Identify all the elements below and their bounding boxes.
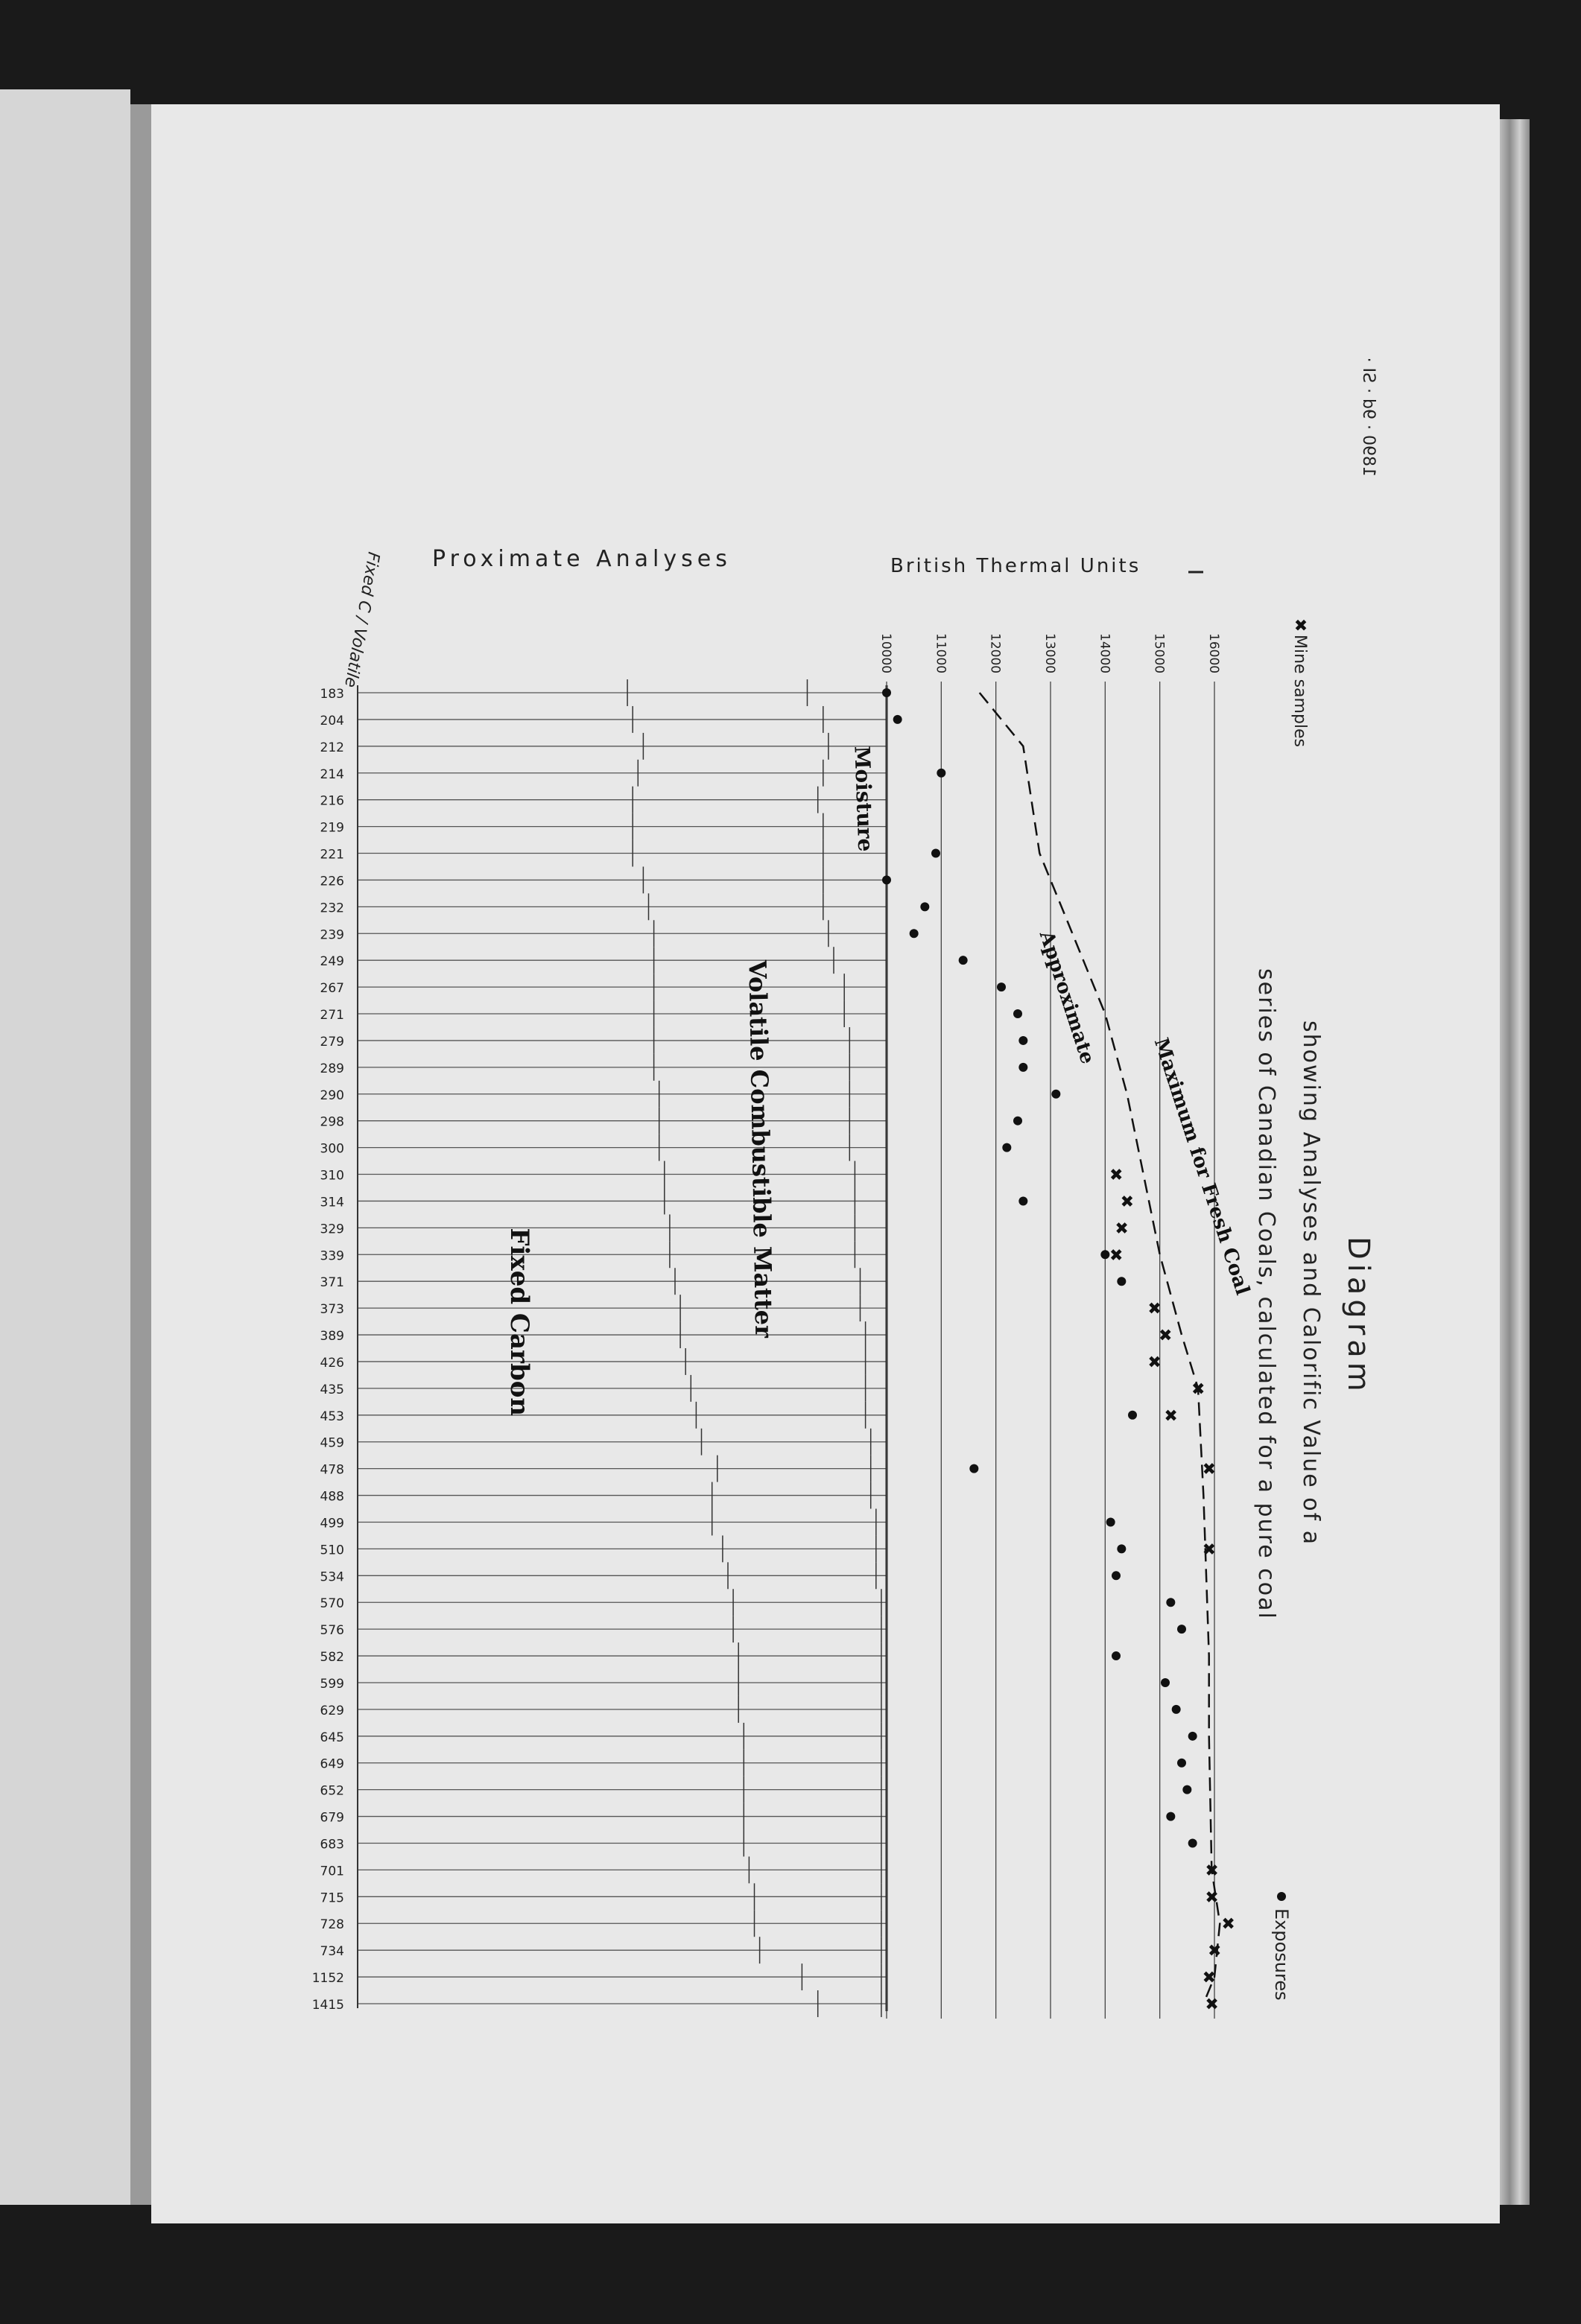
category-label: 510 bbox=[320, 1543, 344, 1558]
exposure-point bbox=[959, 956, 968, 965]
category-label: 599 bbox=[320, 1676, 344, 1692]
btu-tick-label: 16000 bbox=[1206, 633, 1221, 674]
mine-sample-point: ✖ bbox=[1109, 1165, 1124, 1184]
category-label: 212 bbox=[320, 740, 344, 755]
exposure-point bbox=[1018, 1036, 1027, 1045]
mine-sample-point: ✖ bbox=[1221, 1914, 1235, 1934]
exposure-point bbox=[997, 982, 1006, 991]
exposure-point bbox=[882, 875, 891, 884]
page-header-mark: 1890 · 9d · SI · bbox=[1359, 357, 1378, 477]
category-label: 232 bbox=[320, 901, 344, 916]
btu-tick-label: 15000 bbox=[1151, 633, 1167, 674]
category-label: 649 bbox=[320, 1756, 344, 1772]
category-label: 329 bbox=[320, 1222, 344, 1237]
fresh-coal-curve bbox=[980, 693, 1220, 2004]
category-label: 298 bbox=[320, 1114, 344, 1130]
category-label: 300 bbox=[320, 1141, 344, 1157]
btu-tick-group bbox=[1097, 633, 1112, 673]
btu-tick-group bbox=[1206, 633, 1221, 673]
category-label: 488 bbox=[320, 1489, 344, 1505]
category-label: 289 bbox=[320, 1061, 344, 1076]
mine-sample-point: ✖ bbox=[1205, 1861, 1219, 1880]
exposure-point bbox=[882, 688, 891, 697]
exposure-point bbox=[1112, 1651, 1121, 1660]
volatile-label: Volatile Combustible Matter bbox=[743, 959, 779, 1339]
btu-tick-group bbox=[1152, 633, 1167, 673]
btu-tick-group bbox=[1042, 633, 1057, 673]
category-label: 459 bbox=[320, 1435, 344, 1451]
btu-tick-label: 10000 bbox=[878, 633, 893, 674]
category-label: 1415 bbox=[311, 1998, 344, 2013]
mine-sample-point: ✖ bbox=[1164, 1406, 1178, 1425]
category-label: 701 bbox=[320, 1864, 344, 1879]
mine-sample-point: ✖ bbox=[1191, 1379, 1205, 1398]
btu-tick-label: 11000 bbox=[933, 633, 948, 674]
legend-exposures: Exposures bbox=[1271, 1908, 1292, 2001]
exposure-point bbox=[1128, 1411, 1137, 1420]
category-label: 570 bbox=[320, 1596, 344, 1612]
exposure-point bbox=[1117, 1544, 1126, 1553]
exposure-point bbox=[1106, 1517, 1115, 1526]
moisture-label: Moisture bbox=[849, 745, 878, 852]
curve-label-approximate: Approximate bbox=[1034, 928, 1099, 1067]
category-label: 734 bbox=[320, 1944, 344, 1960]
category-label: 239 bbox=[320, 927, 344, 943]
exposure-point bbox=[1188, 1732, 1197, 1741]
mine-sample-point: ✖ bbox=[1202, 1968, 1217, 1987]
category-label: 204 bbox=[320, 713, 344, 728]
category-axis-label: Fixed C / Volatile bbox=[340, 550, 383, 689]
category-label: 389 bbox=[320, 1329, 344, 1344]
exposure-point bbox=[1182, 1785, 1191, 1794]
category-label: 499 bbox=[320, 1516, 344, 1531]
category-label: 314 bbox=[320, 1195, 344, 1210]
category-label: 183 bbox=[320, 687, 344, 702]
mine-sample-point: ✖ bbox=[1147, 1352, 1162, 1371]
btu-tick-group bbox=[933, 633, 948, 673]
legend-x-marker: ✖ bbox=[1291, 618, 1310, 632]
category-label: 645 bbox=[320, 1730, 344, 1745]
category-label: 216 bbox=[320, 793, 344, 809]
exposure-point bbox=[893, 715, 902, 724]
legend-dot-marker bbox=[1277, 1892, 1286, 1901]
category-label: 373 bbox=[320, 1302, 344, 1318]
mine-sample-point: ✖ bbox=[1109, 1245, 1124, 1265]
exposure-point bbox=[1013, 1009, 1022, 1018]
exposure-point bbox=[1166, 1812, 1175, 1821]
btu-tick-label: 13000 bbox=[1042, 633, 1057, 674]
category-label: 435 bbox=[320, 1382, 344, 1397]
exposure-point bbox=[1018, 1063, 1027, 1072]
category-label: 728 bbox=[320, 1917, 344, 1933]
exposure-point bbox=[1177, 1625, 1186, 1634]
mine-sample-point: ✖ bbox=[1120, 1192, 1135, 1211]
diagram-subtitle-2: series of Canadian Coals, calculated for a pure coal bbox=[1253, 968, 1279, 1620]
category-label: 310 bbox=[320, 1168, 344, 1184]
exposure-point bbox=[1188, 1838, 1197, 1847]
exposure-point bbox=[920, 902, 929, 911]
mine-sample-point: ✖ bbox=[1205, 1888, 1219, 1907]
btu-tick-label: 14000 bbox=[1097, 633, 1112, 674]
category-label: 715 bbox=[320, 1890, 344, 1906]
category-label: 226 bbox=[320, 874, 344, 889]
category-label: 534 bbox=[320, 1569, 344, 1585]
mine-sample-point: ✖ bbox=[1159, 1326, 1173, 1345]
exposure-point bbox=[1051, 1090, 1060, 1099]
mine-sample-point: ✖ bbox=[1202, 1459, 1217, 1479]
exposure-point bbox=[1161, 1678, 1170, 1687]
category-label: 371 bbox=[320, 1275, 344, 1291]
exposure-point bbox=[1177, 1759, 1186, 1768]
category-label: 214 bbox=[320, 766, 344, 782]
category-label: 582 bbox=[320, 1650, 344, 1666]
legend-mine-samples: Mine samples bbox=[1290, 635, 1309, 748]
category-label: 1152 bbox=[311, 1971, 344, 1987]
curve-label-maximum: Maximum for Fresh Coal bbox=[1149, 1035, 1254, 1298]
category-label: 576 bbox=[320, 1623, 344, 1639]
exposure-point bbox=[969, 1464, 978, 1473]
mine-sample-point: ✖ bbox=[1205, 1995, 1219, 2013]
exposure-point bbox=[1172, 1705, 1181, 1714]
btu-tick-group bbox=[878, 633, 893, 673]
exposure-point bbox=[1112, 1571, 1121, 1580]
diagram-title: Diagram bbox=[1341, 1236, 1375, 1396]
fixed-carbon-label: Fixed Carbon bbox=[504, 1228, 534, 1417]
exposure-point bbox=[1100, 1250, 1109, 1259]
category-label: 652 bbox=[320, 1783, 344, 1799]
exposure-point bbox=[937, 769, 945, 778]
exposure-point bbox=[1018, 1196, 1027, 1205]
category-label: 679 bbox=[320, 1810, 344, 1826]
mine-sample-point: ✖ bbox=[1202, 1540, 1217, 1559]
category-label: 267 bbox=[320, 981, 344, 997]
category-label: 453 bbox=[320, 1409, 344, 1424]
exposure-point bbox=[1166, 1598, 1175, 1607]
exposure-point bbox=[1117, 1277, 1126, 1286]
category-label: 271 bbox=[320, 1008, 344, 1023]
mine-sample-point: ✖ bbox=[1115, 1219, 1129, 1238]
proximate-title: Proximate Analyses bbox=[432, 546, 732, 572]
mine-sample-point: ✖ bbox=[1208, 1941, 1222, 1961]
diagram-subtitle-1: showing Analyses and Calorific Value of a bbox=[1298, 1020, 1324, 1546]
category-label: 629 bbox=[320, 1703, 344, 1718]
category-label: 290 bbox=[320, 1088, 344, 1103]
exposure-point bbox=[1013, 1117, 1022, 1126]
exposure-point bbox=[1002, 1143, 1011, 1152]
exposure-point bbox=[910, 929, 919, 938]
category-label: 426 bbox=[320, 1355, 344, 1371]
category-label: 478 bbox=[320, 1462, 344, 1478]
category-label: 249 bbox=[320, 954, 344, 970]
btu-title: British Thermal Units bbox=[890, 555, 1141, 577]
btu-tick-group bbox=[988, 633, 1003, 673]
category-label: 279 bbox=[320, 1034, 344, 1050]
category-label: 683 bbox=[320, 1837, 344, 1852]
category-label: 221 bbox=[320, 847, 344, 863]
btu-tick-label: 12000 bbox=[987, 633, 1003, 674]
exposure-point bbox=[931, 849, 940, 858]
category-label: 219 bbox=[320, 820, 344, 836]
mine-sample-point: ✖ bbox=[1147, 1299, 1162, 1318]
category-label: 339 bbox=[320, 1248, 344, 1264]
